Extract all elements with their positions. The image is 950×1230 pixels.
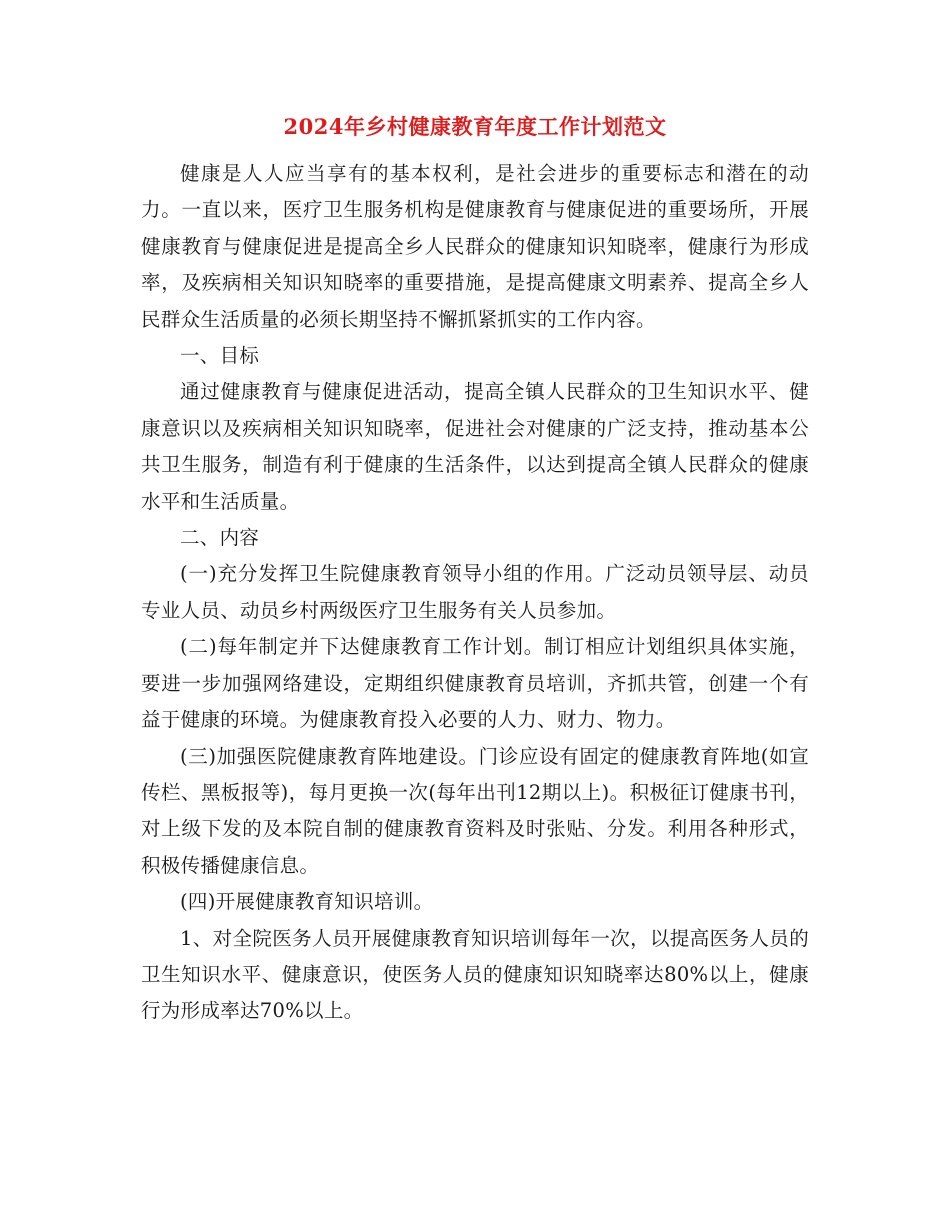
paragraph-item-2: (二)每年制定并下达健康教育工作计划。制订相应计划组织具体实施，要进一步加强网络建设，定期组织健康教育员培训，齐抓共管，创建一个有益于健康的环境。为健康教育投入必要的人力、财力、物力。: [141, 635, 809, 732]
heading-goal: 一、目标: [180, 344, 260, 368]
paragraph-item-4: (四)开展健康教育知识培训。: [180, 890, 434, 914]
paragraph-item-3: (三)加强医院健康教育阵地建设。门诊应设有固定的健康教育阵地(如宣传栏、黑板报等)，每月更换一次(每年出刊12期以上)。积极征订健康书刊，对上级下发的及本院自制的健康教育资料及时张贴、分发。利用各种形式，积极传播健康信息。: [141, 744, 809, 877]
paragraph-item-1: (一)充分发挥卫生院健康教育领导小组的作用。广泛动员领导层、动员专业人员、动员乡村两级医疗卫生服务有关人员参加。: [141, 562, 809, 622]
document-title: 2024年乡村健康教育年度工作计划范文: [283, 114, 667, 139]
paragraph-intro: 健康是人人应当享有的基本权利，是社会进步的重要标志和潜在的动力。一直以来，医疗卫生服务机构是健康教育与健康促进的重要场所，开展健康教育与健康促进是提高全乡人民群众的健康知识知晓率，健康行为形成率，及疾病相关知识知晓率的重要措施，是提高健康文明素养、提高全乡人民群众生活质量的必须长期坚持不懈抓紧抓实的工作内容。: [141, 162, 809, 331]
paragraph-goal: 通过健康教育与健康促进活动，提高全镇人民群众的卫生知识水平、健康意识以及疾病相关知识知晓率，促进社会对健康的广泛支持，推动基本公共卫生服务，制造有利于健康的生活条件，以达到提高全镇人民群众的健康水平和生活质量。: [141, 380, 809, 513]
paragraph-sub-item-1: 1、对全院医务人员开展健康教育知识培训每年一次，以提高医务人员的卫生知识水平、健康意识，使医务人员的健康知识知晓率达80%以上，健康行为形成率达70%以上。: [141, 926, 809, 1023]
document-body: [141, 156, 809, 1030]
heading-content: 二、内容: [180, 526, 260, 550]
